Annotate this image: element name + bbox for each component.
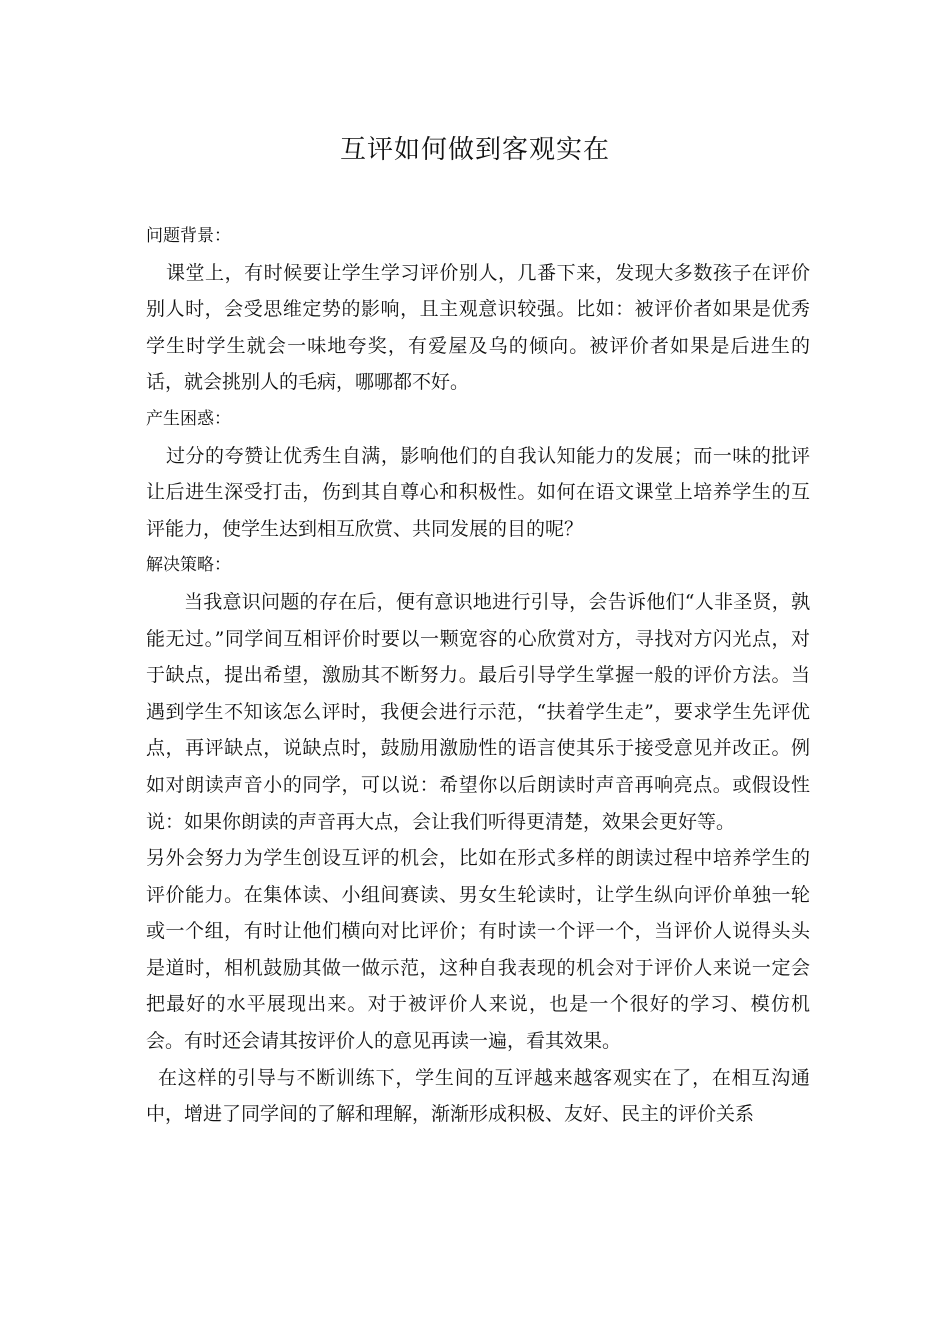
paragraph-strategy-opportunities: 另外会努力为学生创设互评的机会，比如在形式多样的朗读过程中培养学生的评价能力。在集体读、小组间赛读、男女生轮读时，让学生纵向评价单独一轮或一个组，有时让他们横向对比评价；有时读一个评一个，当评价人说得头头是道时，相机鼓励其做一做示范，这种自我表现的机会对于评价人来说一定会把最好的水平展现出来。对于被评价人来说，也是一个很好的学习、模仿机会。有时还会请其按评价人的意见再读一遍，看其效果。 [146,847,810,1053]
section-heading-confusion: 产生困惑： [146,408,231,429]
section-heading-strategy: 解决策略： [146,555,231,576]
paragraph-strategy-guidance: 当我意识问题的存在后，便有意识地进行引导，会告诉他们“人非圣贤，孰能无过。”同学间互相评价时要以一颗宽容的心欣赏对方，寻找对方闪光点，对于缺点，提出希望，激励其不断努力。最后引导学生掌握一般的评价方法。当遇到学生不知该怎么评时，我便会进行示范，“扶着学生走”，要求学生先评优点，再评缺点，说缺点时，鼓励用激励性的语言使其乐于接受意见并改正。例如对朗读声音小的同学，可以说：希望你以后朗读时声音再响亮点。或假设性说：如果你朗读的声音再大点，会让我们听得更清楚，效果会更好等。 [146,590,810,833]
paragraph-strategy-conclusion: 在这样的引导与不断训练下，学生间的互评越来越客观实在了，在相互沟通中，增进了同学间的了解和理解，渐渐形成积极、友好、民主的评价关系 [146,1066,810,1126]
document-body [146,218,810,1133]
paragraph-background: 课堂上，有时候要让学生学习评价别人，几番下来，发现大多数孩子在评价别人时，会受思维定势的影响，且主观意识较强。比如：被评价者如果是优秀学生时学生就会一味地夸奖，有爱屋及乌的倾向。被评价者如果是后进生的话，就会挑别人的毛病，哪哪都不好。 [146,261,810,394]
document-title: 互评如何做到客观实在 [339,135,610,165]
section-heading-background: 问题背景： [146,226,231,246]
paragraph-confusion: 过分的夸赞让优秀生自满，影响他们的自我认知能力的发展；而一味的批评让后进生深受打击，伤到其自尊心和积极性。如何在语文课堂上培养学生的互评能力，使学生达到相互欣赏、共同发展的目的呢？ [146,444,810,540]
